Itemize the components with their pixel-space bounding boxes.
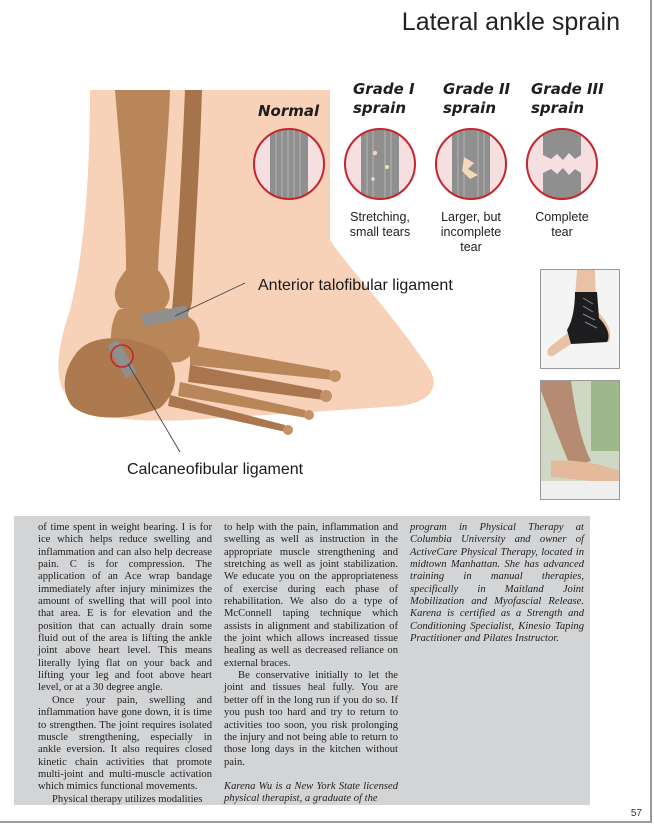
grade-heading-3: Grade III sprain — [531, 80, 604, 117]
caption-grade-1: Stretching, small tears — [349, 210, 411, 239]
col3-bio: program in Physical Therapy at Columbia University and owner of ActiveCare Physical Therapy, located in midtown Manhattan. She has advanced training in manual therapies, specifically in Maitland Joint Mobilization and Myofascial Release. Karena is certified as a Strength and Conditioning Specialist, Kinesio Taping Practitioner and Pilates Instructor. — [410, 522, 584, 645]
toe-joint-2 — [320, 390, 332, 402]
col1-para-3: Physical therapy utilizes modalities — [52, 793, 203, 805]
circle-normal — [252, 127, 326, 201]
col1-para-1: of time spent in weight bearing. I is for ice which helps reduce swelling and inflammation and can also help decrease pain. C is for compression. The application of an Ace wrap bandage immediately after injury minimizes the amount of swelling that will pool into that area. E is for elevation and the position that can actually drain some fluid out of the area is lifting the ankle joint above heart level. This means literally lying flat on your back and lifting your leg and foot above heart level, or at a 30 degree angle. — [38, 522, 212, 694]
label-anterior-talofibular: Anterior talofibular ligament — [258, 277, 453, 294]
toe-joint-3 — [304, 410, 314, 420]
article-text-panel — [14, 516, 590, 805]
label-calcaneofibular: Calcaneofibular ligament — [127, 461, 304, 478]
page-title: Lateral ankle sprain — [401, 8, 620, 36]
physical-therapy-photo — [540, 380, 620, 500]
circle-grade-1 — [343, 127, 417, 201]
page-number: 57 — [630, 808, 642, 819]
col2-para-2: Be conservative initially to let the joint and tissues heal fully. You are better off in the long run if you do so. If you push too hard and try to return to activities too soon, you risk prolonging the injury and not being able to return to those long days in the kitchen without pain. — [224, 670, 398, 768]
col1-para-2: Once your pain, swelling and inflammation have gone down, it is time to strengthen. The joint requires isolated muscle strengthening, especially in ankle eversion. It also requires closed kinetic chain activities that promote multi-joint and multi-muscle activation which mimics functional movements. — [38, 694, 212, 793]
article-column-1 — [38, 522, 212, 806]
grade-heading-2: Grade II sprain — [443, 80, 511, 117]
caption-grade-2: Larger, but incomplete tear — [440, 210, 502, 254]
grade-heading-1: Grade I sprain — [353, 80, 415, 117]
circle-grade-2 — [434, 127, 508, 201]
article-column-2 — [224, 522, 398, 806]
caption-grade-3: Complete tear — [535, 210, 589, 239]
grade-heading-normal: Normal — [258, 102, 320, 120]
toe-joint-4 — [283, 425, 293, 435]
toe-joint-1 — [329, 370, 341, 382]
col2-para-1: to help with the pain, inflammation and swelling as well as instruction in the appropriate muscle strengthening and stretching as well as joint stabilization. We educate you on the appropriateness of exercise during each phase of rehabilitation. We also do a type of McConnell taping technique which assists in alignment and stabilization of the joint which allows increased tissue healing as well as decreased reliance on external braces. — [224, 522, 398, 669]
circle-grade-3 — [525, 127, 599, 201]
article-column-3 — [410, 522, 584, 645]
ankle-brace-photo — [540, 269, 620, 369]
col2-bio: Karena Wu is a New York State licensed physical therapist, a graduate of the — [224, 780, 398, 805]
